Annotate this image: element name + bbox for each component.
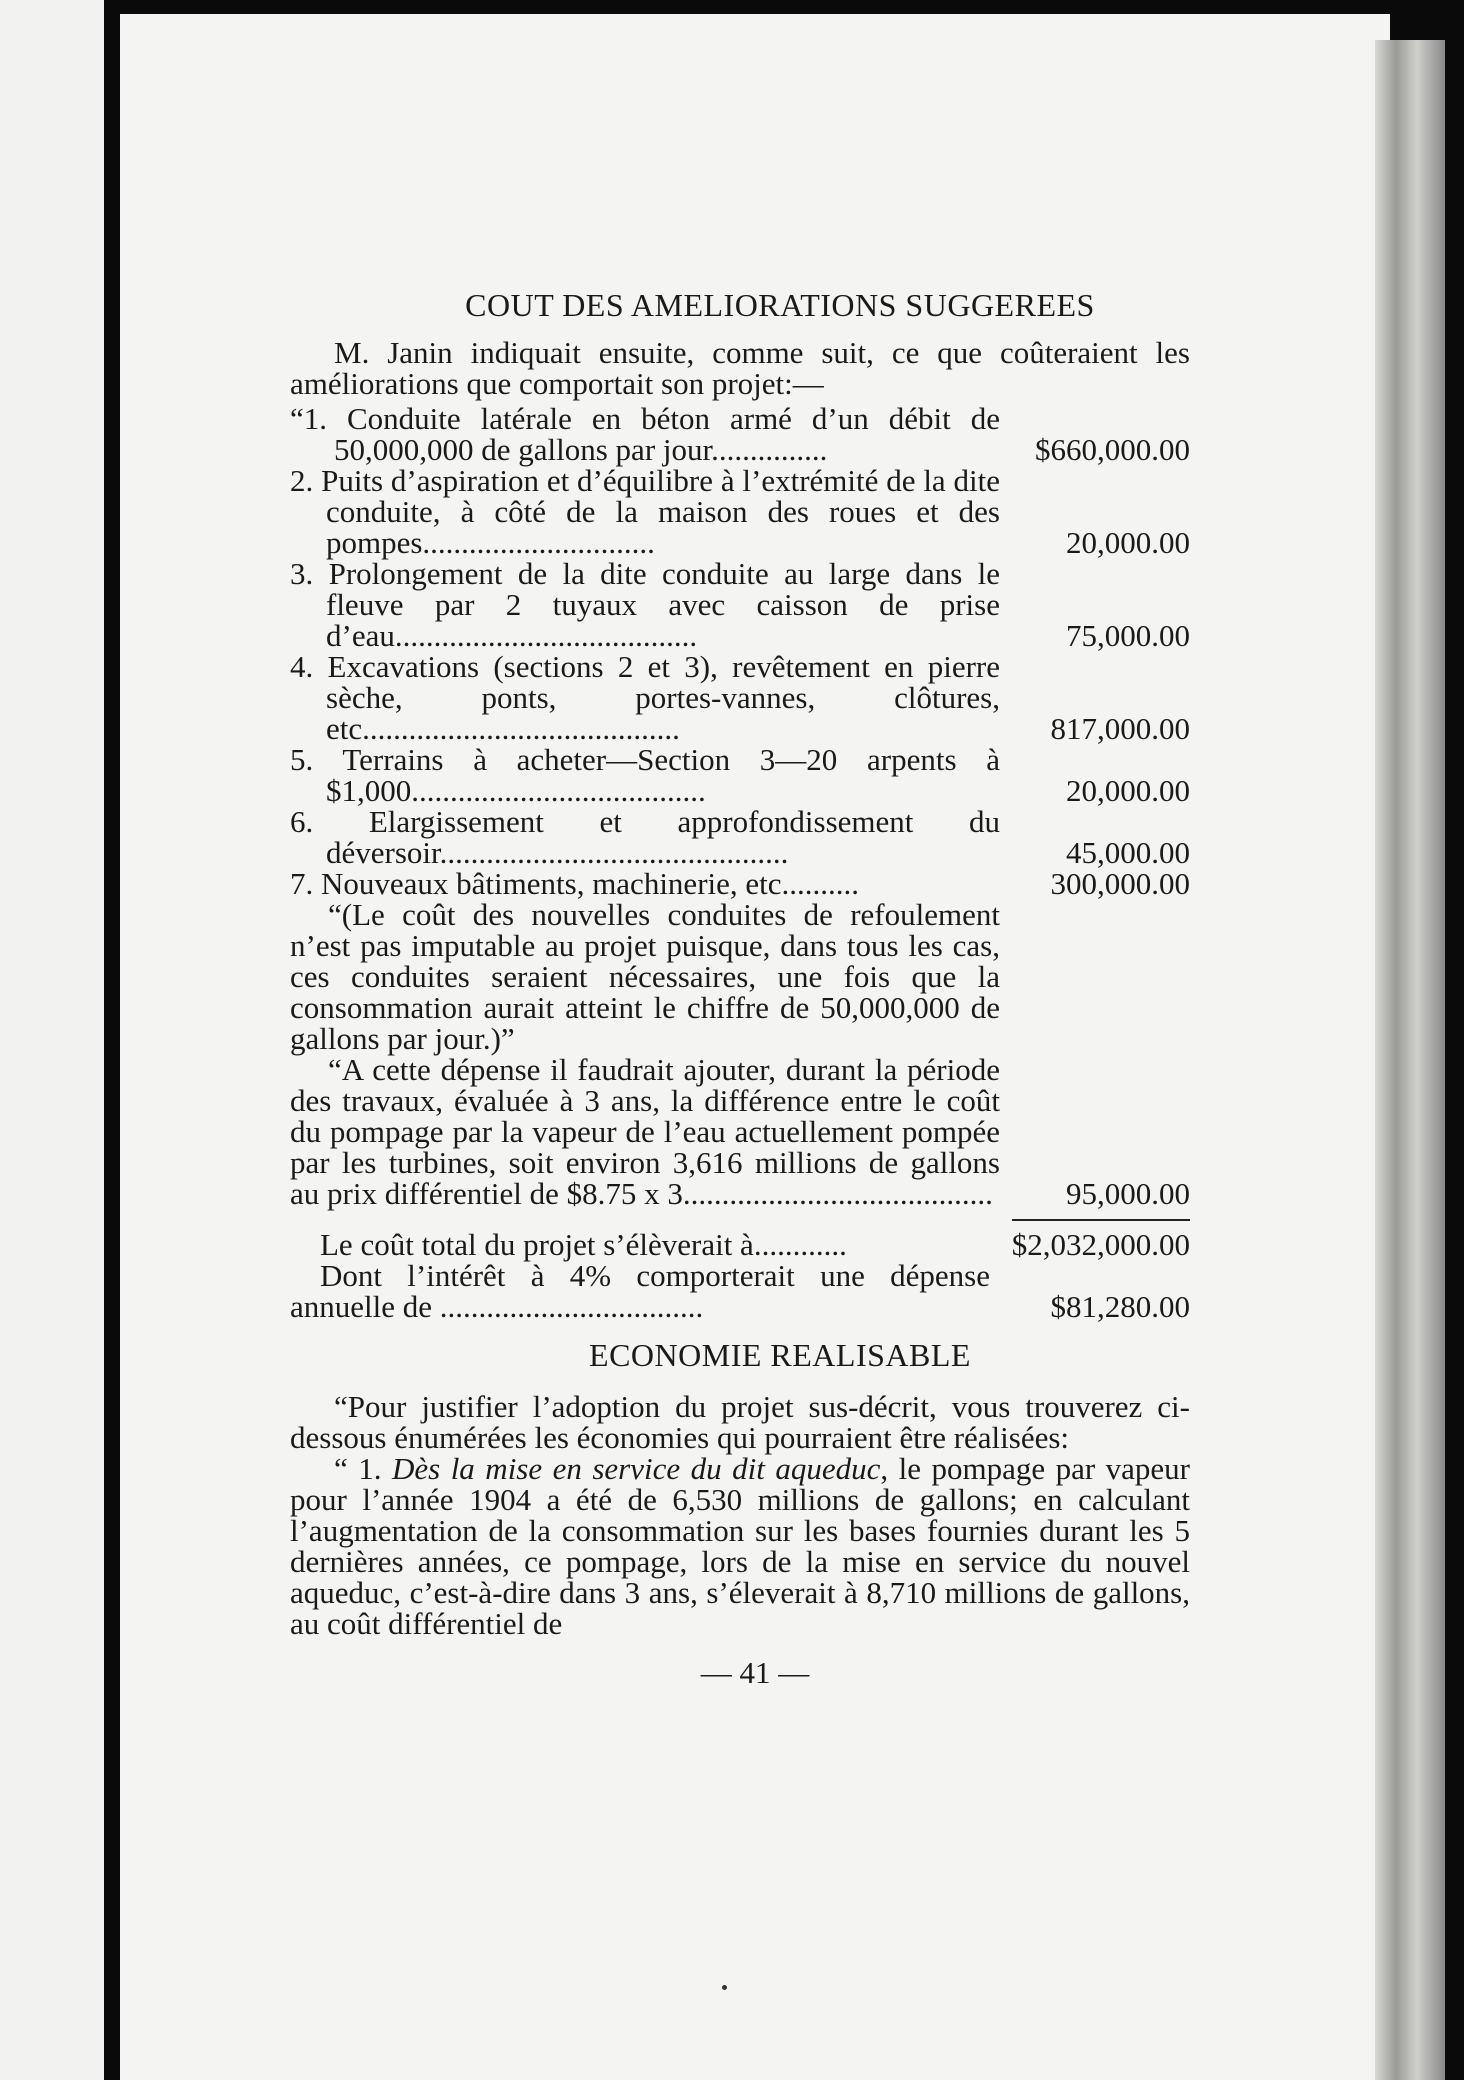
section-heading-cout: COUT DES AMELIORATIONS SUGGEREES bbox=[465, 287, 1095, 323]
intro-paragraph: M. Janin indiquait ensuite, comme suit, ce que coûteraient les améliorations que comportait son projet:— bbox=[290, 335, 1190, 401]
cost-item-amount: 300,000.00 bbox=[1050, 866, 1190, 901]
cost-item bbox=[290, 558, 1190, 651]
cost-items-list bbox=[290, 403, 1190, 899]
cost-item bbox=[290, 651, 1190, 744]
cost-item-text: 5. Terrains à acheter—Section 3—20 arpents à $1,000...................................... bbox=[290, 742, 1000, 808]
total-rule-row bbox=[290, 1219, 1190, 1221]
cost-item-text: 4. Excavations (sections 2 et 3), revêtement en pierre sèche, ponts, portes-vannes, clôtures, etc......................................... bbox=[290, 649, 1000, 746]
cost-item-text: 7. Nouveaux bâtiments, machinerie, etc.......... bbox=[290, 866, 860, 901]
cost-item-amount: 75,000.00 bbox=[1066, 618, 1190, 653]
section-heading-economie: ECONOMIE REALISABLE bbox=[589, 1337, 971, 1373]
cost-item bbox=[290, 744, 1190, 806]
note-pompage: “A cette dépense il faudrait ajouter, durant la période des travaux, évaluée à 3 ans, la différence entre le coût du pompage par la vapeur de l’eau actuellement pompée par les turbines, soit environ 3,616 millions de gallons au prix différentiel de $8.75 x 3........................................ bbox=[290, 1052, 1000, 1211]
economie-item-italic: Dès la mise en service du dit aqueduc bbox=[392, 1451, 881, 1486]
economie-item-rest: , le pompage par vapeur pour l’année 1904 a été de 6,530 millions de gallons; en calculant l’augmentation de la consommation sur les bases fournies durant les 5 dernières années, ce pompage, lors de la mise en service du nouvel aqueduc, c’est-à-dire dans 3 ans, s’éleverait à 8,710 millions de gallons, au coût différentiel de bbox=[290, 1451, 1190, 1641]
speck bbox=[722, 1985, 727, 1990]
interest-row bbox=[290, 1260, 1190, 1322]
economie-item-prefix: “ 1. bbox=[334, 1451, 392, 1486]
cost-item bbox=[290, 868, 1190, 899]
cost-item-text: 2. Puits d’aspiration et d’équilibre à l’extrémité de la dite conduite, à côté de la maison des roues et des pompes.............................. bbox=[290, 463, 1000, 560]
economie-paragraph: “Pour justifier l’adoption du projet sus-décrit, vous trouverez ci-dessous énumérées les économies qui pourraient être réalisées: bbox=[290, 1389, 1190, 1455]
cost-item-amount: 20,000.00 bbox=[1066, 773, 1190, 808]
cost-item bbox=[290, 806, 1190, 868]
facing-page-edge bbox=[0, 0, 104, 2080]
total-amount: $2,032,000.00 bbox=[1011, 1227, 1190, 1262]
total-text: Le coût total du projet s’élèverait à............ bbox=[320, 1227, 847, 1262]
cost-item-text: “1. Conduite latérale en béton armé d’un débit de 50,000,000 de gallons par jour............... bbox=[290, 401, 1000, 467]
page-stack-edge bbox=[1375, 40, 1445, 2080]
cost-item-amount: 817,000.00 bbox=[1050, 711, 1190, 746]
pumping-cost-amount: 95,000.00 bbox=[1066, 1176, 1190, 1211]
page-content bbox=[290, 287, 1190, 1690]
binding-gutter bbox=[104, 0, 110, 2080]
cost-item bbox=[290, 403, 1190, 465]
cost-item-amount: $660,000.00 bbox=[1035, 432, 1190, 467]
interest-amount: $81,280.00 bbox=[1050, 1289, 1190, 1324]
economie-item-1 bbox=[290, 1453, 1190, 1639]
page-number: — 41 — bbox=[700, 1655, 810, 1690]
note-refoulement: “(Le coût des nouvelles conduites de refoulement n’est pas imputable au projet puisque, dans tous les cas, ces conduites seraient nécessaires, une fois que la consommation aurait atteint le chiffre de 50,000,000 de gallons par jour.)” bbox=[290, 897, 1000, 1056]
cost-item-amount: 45,000.00 bbox=[1066, 835, 1190, 870]
cost-item-text: 6. Elargissement et approfondissement du déversoir............................................. bbox=[290, 804, 1000, 870]
total-rule bbox=[1012, 1219, 1190, 1221]
total-row bbox=[290, 1229, 1190, 1260]
cost-item-amount: 20,000.00 bbox=[1066, 525, 1190, 560]
cost-item-text: 3. Prolongement de la dite conduite au large dans le fleuve par 2 tuyaux avec caisson de prise d’eau....................................... bbox=[290, 556, 1000, 653]
cost-item bbox=[290, 465, 1190, 558]
interest-text: Dont l’intérêt à 4% comporterait une dépense annuelle de .................................. bbox=[290, 1258, 990, 1324]
pumping-cost-item bbox=[290, 1054, 1190, 1209]
